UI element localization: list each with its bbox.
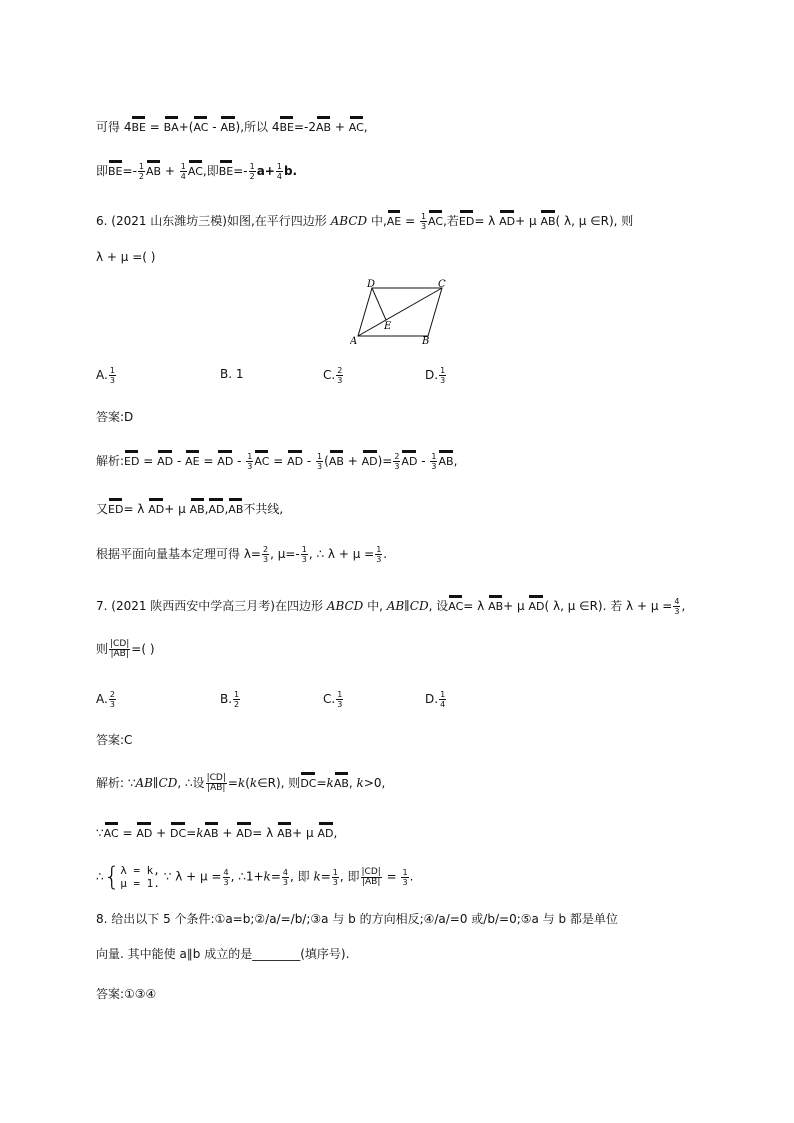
- vector-ae: AE: [185, 450, 199, 470]
- vector-dc: DC: [300, 772, 316, 792]
- vector-be: BE: [131, 116, 146, 136]
- q6-question-line1: 6. (2021 山东潍坊三模)如图,在平行四边形 ABCD 中,AE = $\frac{1}{3}$ AC,若ED= λ AD+ μ AB( λ, μ ∈R), 则: [96, 212, 634, 231]
- fraction: $\frac{2}{3}$: [337, 366, 343, 385]
- fraction: $\frac{2}{3}$: [109, 690, 115, 709]
- label-d: D: [367, 279, 376, 290]
- vector-ad: AD: [499, 210, 515, 230]
- q7-option-a: A. $\frac{2}{3}$: [96, 690, 115, 709]
- q8-question-line1: 8. 给出以下 5 个条件:①a=b;②/a/=/b/;③a 与 b 的方向相反;④/a/=0 或/b/=0;⑤a 与 b 都是单位: [96, 912, 618, 926]
- vector-ab: AB: [190, 498, 205, 518]
- vector-ed: ED: [459, 210, 474, 230]
- vector-ad: AD: [528, 595, 544, 615]
- q6-option-b: B. 1: [220, 367, 244, 381]
- magnitude-ratio: $\frac{|CD|}{|AB|}$: [361, 866, 381, 887]
- vector-dc: DC: [170, 822, 186, 842]
- vector-ad: AD: [148, 498, 164, 518]
- vector-ba: BA: [164, 116, 179, 136]
- vector-ae: AE: [387, 210, 401, 230]
- label-b: B: [422, 336, 430, 346]
- fraction: $\frac{1}{3}$: [420, 212, 427, 231]
- magnitude-ratio: $\frac{|CD|}{|AB|}$: [206, 773, 226, 793]
- equation-system: λ = k, μ = 1.: [120, 864, 160, 890]
- q8-answer: 答案:①③④: [96, 987, 157, 1001]
- vector-ac: AC: [428, 210, 443, 230]
- vector-ad: AD: [318, 822, 334, 842]
- fraction: $\frac{1}{3}$: [337, 690, 343, 709]
- vector-ab: AB: [334, 772, 349, 792]
- vector-ed: ED: [108, 498, 123, 518]
- q7-solution-line1: 解析: ∵AB∥CD, ∴设 $\frac{|CD|}{|AB|}$ =k(k∈R), 则DC=kAB, k>0,: [96, 773, 386, 793]
- vector-ab: AB: [329, 450, 344, 470]
- q6-answer: 答案:D: [96, 410, 134, 424]
- parallelogram-figure: [350, 278, 460, 349]
- fraction: $\frac{1}{3}$: [431, 452, 437, 471]
- fraction: $\frac{1}{3}$: [301, 545, 307, 564]
- q6-question-line2: λ + μ =( ): [96, 250, 156, 264]
- q6-option-a: A. $\frac{1}{3}$: [96, 366, 115, 385]
- fraction: $\frac{1}{2}$: [234, 690, 240, 709]
- vector-ad: AD: [217, 450, 233, 470]
- q5-solution-line1: 可得 4BE = BA+(AC - AB),所以 4BE=-2AB + AC,: [96, 116, 368, 136]
- vector-ad: AD: [208, 498, 224, 518]
- q7-solution-line3: ∴{ λ = k, μ = 1. ∵ λ + μ = $\frac{4}{3}$ , ∴1+k= $\frac{4}{3}$ , 即 k= $\frac{1}{3}$ , 即 $\frac{|CD|}{|AB|}$ = $\frac{1}{3}$ .: [96, 862, 414, 892]
- vector-ac: AC: [349, 116, 364, 136]
- q7-option-b: B. $\frac{1}{2}$: [220, 690, 240, 709]
- q6-solution-line3: 根据平面向量基本定理可得 λ= $\frac{2}{3}$ , μ=- $\frac{1}{3}$ , ∴ λ + μ = $\frac{1}{3}$ .: [96, 545, 388, 564]
- magnitude-ratio: $\frac{|CD|}{|AB|}$: [110, 639, 130, 659]
- vector-be: BE: [108, 160, 123, 180]
- fraction: $\frac{1}{2}$: [138, 162, 144, 181]
- vector-ab: AB: [540, 210, 555, 230]
- q7-answer: 答案:C: [96, 733, 133, 747]
- q7-option-d: D. $\frac{1}{4}$: [425, 690, 446, 709]
- fraction: $\frac{1}{3}$: [440, 366, 446, 385]
- fraction: $\frac{1}{3}$: [402, 867, 408, 887]
- vector-ab: AB: [316, 116, 331, 136]
- parallelogram-diagram: [350, 278, 460, 346]
- vector-ed: ED: [124, 450, 139, 470]
- fraction: $\frac{1}{4}$: [276, 162, 282, 181]
- q6-option-d: D. $\frac{1}{3}$: [425, 366, 446, 385]
- vector-ad: AD: [362, 450, 378, 470]
- q7-option-c: C. $\frac{1}{3}$: [323, 690, 343, 709]
- vector-ad: AD: [287, 450, 303, 470]
- q5-solution-line2: 即BE=- $\frac{1}{2}$ AB + $\frac{1}{4}$ AC,即BE=- $\frac{1}{2}$ a+ $\frac{1}{4}$ b.: [96, 162, 298, 181]
- label-c: C: [438, 279, 446, 290]
- vector-ab: AB: [228, 498, 243, 518]
- q6-solution-line1: 解析:ED = AD - AE = AD - $\frac{1}{3}$ AC = AD - $\frac{1}{3}$ (AB + AD)= $\frac{2}{3}$ AD - $\frac{1}{3}$ AB,: [96, 452, 458, 471]
- vector-ad: AD: [136, 822, 152, 842]
- brace-icon: {: [103, 862, 121, 892]
- fraction: $\frac{1}{3}$: [317, 452, 323, 471]
- fraction: $\frac{2}{3}$: [262, 545, 269, 564]
- q8-question-line2: 向量. 其中能使 a∥b 成立的是________(填序号).: [96, 947, 350, 961]
- fraction: $\frac{1}{3}$: [376, 545, 382, 564]
- vector-ac: AC: [104, 822, 119, 842]
- vector-ab: AB: [204, 822, 219, 842]
- fraction: $\frac{1}{2}$: [249, 162, 255, 181]
- label-e: E: [384, 321, 392, 332]
- fraction: $\frac{4}{3}$: [282, 867, 288, 887]
- vector-ab: AB: [220, 116, 235, 136]
- q7-question-line1: 7. (2021 陕西西安中学高三月考)在四边形 ABCD 中, AB∥CD, 设AC= λ AB+ μ AD( λ, μ ∈R). 若 λ + μ = $\frac{4}{3}$ ,: [96, 597, 686, 616]
- vector-ac: AC: [448, 595, 463, 615]
- q7-question-line2: 则 $\frac{|CD|}{|AB|}$ =( ): [96, 639, 155, 659]
- q6-option-c: C. $\frac{2}{3}$: [323, 366, 343, 385]
- vector-ab: AB: [438, 450, 453, 470]
- fraction: $\frac{1}{3}$: [109, 366, 115, 385]
- vector-ab: AB: [277, 822, 292, 842]
- vector-ab: AB: [488, 595, 503, 615]
- fraction: $\frac{1}{3}$: [247, 452, 253, 471]
- label-a: A: [350, 336, 358, 346]
- fraction: $\frac{1}{4}$: [440, 690, 446, 709]
- fraction: $\frac{4}{3}$: [674, 597, 680, 616]
- fraction: $\frac{4}{3}$: [223, 867, 229, 887]
- vector-ad: AD: [401, 450, 417, 470]
- vector-ac: AC: [254, 450, 269, 470]
- vector-ad: AD: [236, 822, 252, 842]
- q7-solution-line2: ∵AC = AD + DC=kAB + AD= λ AB+ μ AD,: [96, 822, 337, 842]
- q6-solution-line2: 又ED= λ AD+ μ AB,AD,AB不共线,: [96, 498, 283, 518]
- fraction: $\frac{2}{3}$: [394, 452, 400, 471]
- fraction: $\frac{1}{3}$: [332, 867, 338, 887]
- fraction: $\frac{1}{4}$: [180, 162, 186, 181]
- vector-be: BE: [279, 116, 294, 136]
- vector-ac: AC: [193, 116, 208, 136]
- vector-ad: AD: [157, 450, 173, 470]
- vector-ac: AC: [188, 160, 203, 180]
- vector-ab: AB: [146, 160, 161, 180]
- vector-be: BE: [219, 160, 234, 180]
